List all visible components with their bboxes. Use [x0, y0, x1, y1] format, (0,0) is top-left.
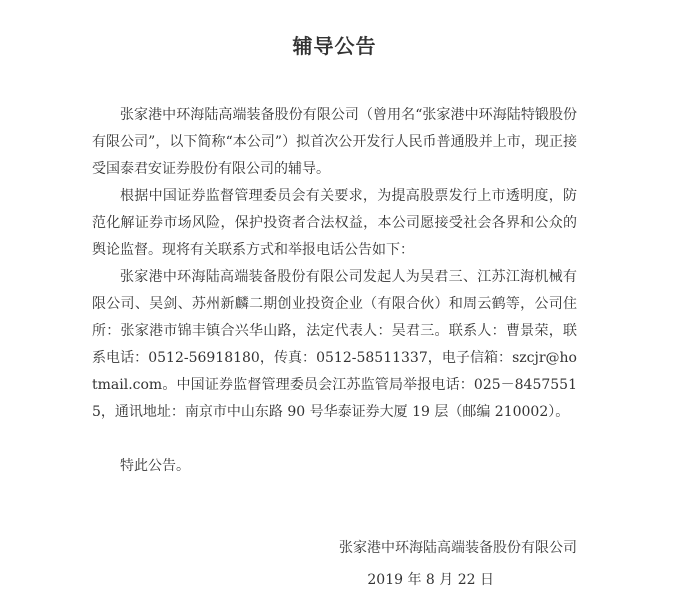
closing-statement: 特此公告。	[120, 458, 190, 474]
signature-company-name: 张家港中环海陆高端装备股份有限公司	[339, 540, 577, 556]
document-body	[92, 102, 577, 426]
signature-date: 2019 年 8 月 22 日	[367, 572, 494, 588]
paragraph-introduction: 张家港中环海陆高端装备股份有限公司（曾用名“张家港中环海陆特锻股份有限公司”，以下简称“本公司”）拟首次公开发行人民币普通股并上市，现正接受国泰君安证券股份有限公司的辅导。	[92, 107, 577, 177]
paragraph-regulatory-basis: 根据中国证券监督管理委员会有关要求，为提高股票发行上市透明度，防范化解证券市场风险，保护投资者合法权益，本公司愿接受社会各界和公众的舆论监督。现将有关联系方式和举报电话公告如下：	[92, 188, 577, 258]
signature-block	[92, 535, 577, 594]
paragraph-contact-details: 张家港中环海陆高端装备股份有限公司发起人为吴君三、江苏江海机械有限公司、吴剑、苏州新麟二期创业投资企业（有限合伙）和周云鹤等，公司住所：张家港市锦丰镇合兴华山路，法定代表人：吴君三。联系人：曹景荣，联系电话：0512-56918180，传真：0512-58511337，电子信箱：szcjr@hotmail.com。中国证券监督管理委员会江苏监管局举报电话：025－84575515，通讯地址：南京市中山东路 90 号华泰证券大厦 19 层（邮编 210002）。	[92, 269, 577, 420]
page-title: 辅导公告	[292, 34, 377, 58]
